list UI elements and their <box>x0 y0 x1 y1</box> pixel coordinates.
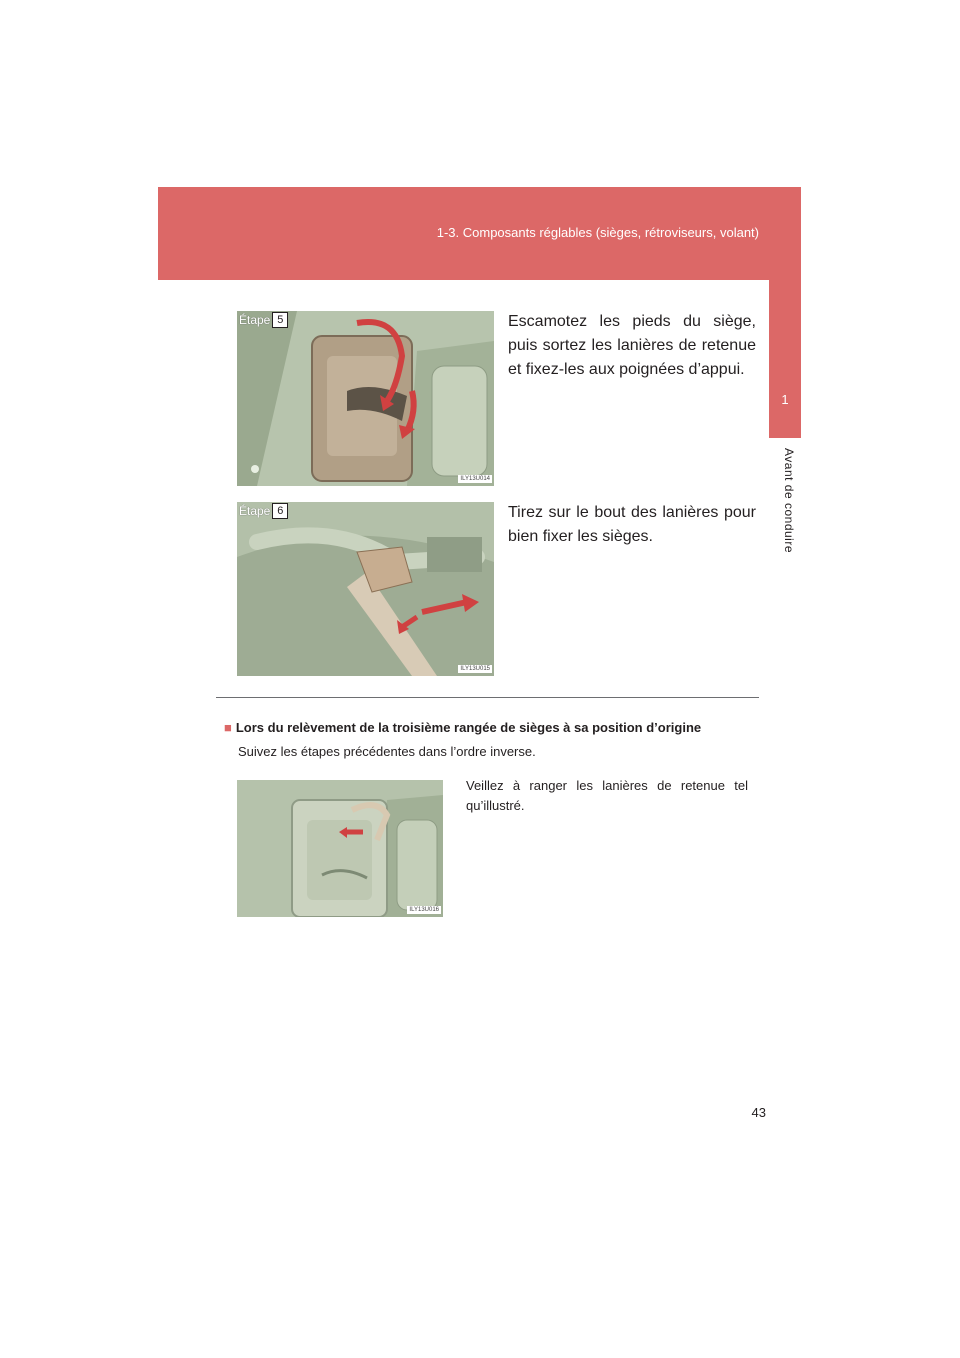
chapter-number: 1 <box>781 392 789 407</box>
seat-folding-illustration <box>237 311 494 486</box>
step-5-label <box>239 312 288 328</box>
image-code: ILY13U015 <box>460 666 490 672</box>
section-heading-text: Lors du relèvement de la troisième rangée de sièges à sa position d’origine <box>235 720 702 735</box>
strap-pull-illustration <box>237 502 494 676</box>
step-5-text: Escamotez les pieds du siège, puis sortez les lanières de retenue et fixez-les aux poignées d’appui. <box>508 313 756 378</box>
image-code: ILY13U014 <box>460 476 490 482</box>
step-word: Étape <box>239 313 271 327</box>
square-bullet-icon: ■ <box>224 720 232 735</box>
step-6-text: Tirez sur le bout des lanières pour bien fixer les sièges. <box>508 504 756 545</box>
header-band <box>158 187 801 280</box>
section-divider <box>216 697 759 698</box>
step-number: 5 <box>272 312 288 328</box>
section-title: 1-3. Composants réglables (sièges, rétroviseurs, volant) <box>436 225 759 240</box>
page-number: 43 <box>751 1105 766 1120</box>
step-6-label <box>239 503 288 519</box>
strap-storage-illustration <box>237 780 443 917</box>
step-6-photo <box>237 502 494 676</box>
step-number: 6 <box>272 503 288 519</box>
step-5-photo <box>237 311 494 486</box>
step-word: Étape <box>239 504 271 518</box>
section-body: Suivez les étapes précédentes dans l’ordre inverse. <box>238 744 536 759</box>
section-heading <box>224 720 764 735</box>
image-code: ILY13U016 <box>409 907 439 913</box>
chapter-label: Avant de conduire <box>782 448 796 554</box>
chapter-tab <box>769 280 801 438</box>
strap-storage-photo <box>237 780 443 917</box>
section-note: Veillez à ranger les lanières de retenue tel qu’illustré. <box>466 778 748 813</box>
